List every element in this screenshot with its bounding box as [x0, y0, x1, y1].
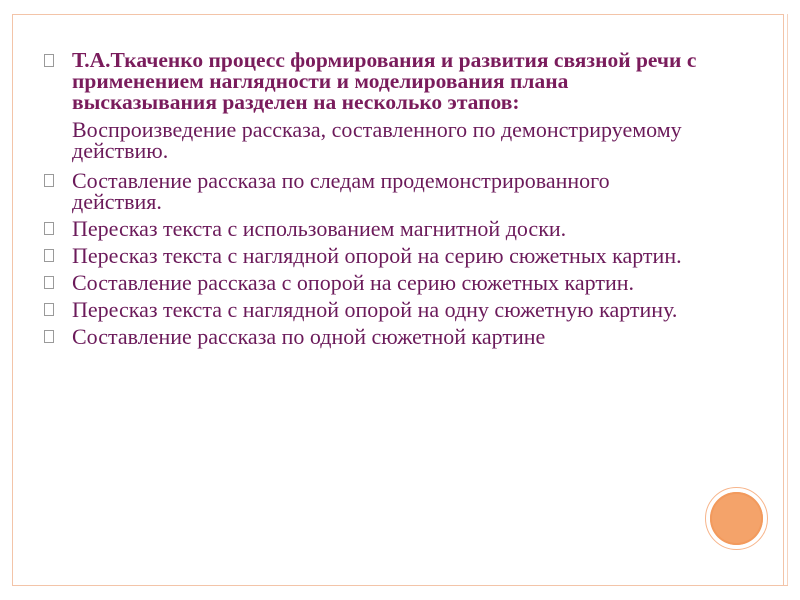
list-item — [44, 170, 704, 212]
list-item — [44, 299, 704, 320]
step-text: Составление рассказа по следам продемонстрированного действия. — [72, 168, 610, 214]
step-text: Воспроизведение рассказа, составленного по демонстрируемому действию. — [72, 117, 682, 163]
frame-line-top — [12, 14, 784, 15]
list-item — [44, 119, 704, 161]
bullet-icon — [44, 174, 54, 187]
frame-line-bottom — [12, 585, 788, 586]
step-text: Пересказ текста с наглядной опорой на одну сюжетную картину. — [72, 297, 678, 322]
decorative-circle — [710, 492, 763, 545]
bullet-icon — [44, 249, 54, 262]
step-text: Пересказ текста с использованием магнитной доски. — [72, 216, 567, 241]
list-item — [44, 218, 704, 239]
list-item — [44, 272, 704, 293]
frame-line-left — [12, 14, 13, 586]
list-item — [44, 245, 704, 266]
step-text: Составление рассказа с опорой на серию сюжетных картин. — [72, 270, 634, 295]
slide-title: Т.А.Ткаченко процесс формирования и развития связной речи с применением наглядности и моделирования плана высказывания разделен на несколько этапов: — [72, 48, 697, 114]
frame-line-right-outer — [787, 14, 788, 586]
step-text: Составление рассказа по одной сюжетной картине — [72, 324, 546, 349]
slide-content — [44, 50, 704, 353]
list-item — [44, 326, 704, 347]
frame-line-right — [783, 14, 784, 586]
bullet-icon — [44, 54, 54, 67]
title-item — [44, 50, 704, 113]
bullet-icon — [44, 222, 54, 235]
bullet-icon — [44, 303, 54, 316]
bullet-icon — [44, 330, 54, 343]
bullet-icon — [44, 276, 54, 289]
step-text: Пересказ текста с наглядной опорой на серию сюжетных картин. — [72, 243, 682, 268]
